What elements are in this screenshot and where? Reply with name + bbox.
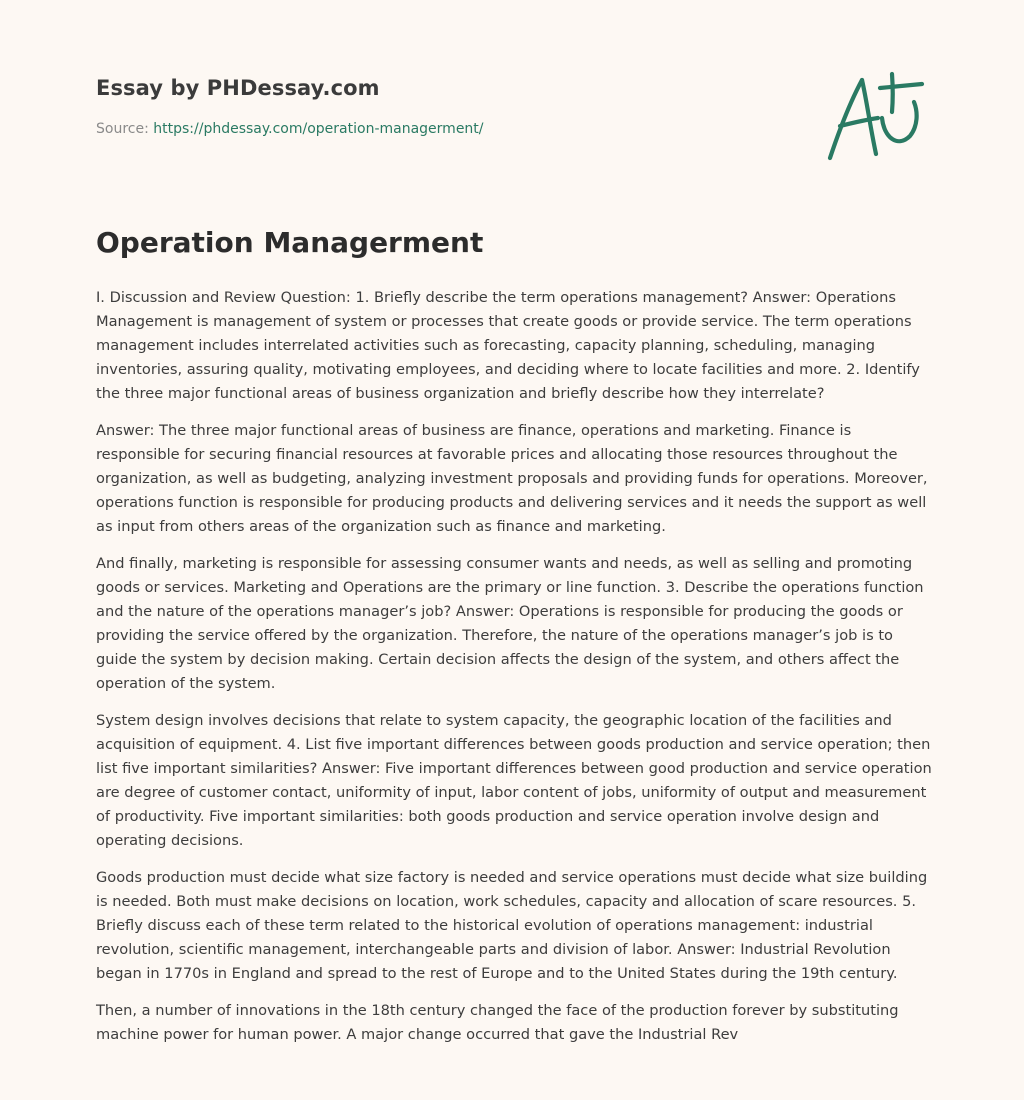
source-link[interactable]: https://phdessay.com/operation-managerment/ (153, 121, 484, 137)
essay-paragraph: Goods production must decide what size factory is needed and service operations must decide what size building is needed. Both must make decisions on location, work schedules, capacity and allocation of scare resources. 5. Briefly discuss each of these term related to the historical evolution of operations management: industrial revolution, scientific management, interchangeable parts and division of labor. Answer: Industrial Revolution began in 1770s in England and spread to the rest of Europe and to the United States during the 19th century. (96, 869, 928, 982)
page-header (96, 76, 936, 137)
source-line (96, 121, 936, 137)
essay-title: Operation Managerment (96, 226, 484, 259)
essay-paragraph: And finally, marketing is responsible for assessing consumer wants and needs, as well as selling and promoting goods or services. Marketing and Operations are the primary or line function. 3. Describe the operations function and the nature of the operations manager’s job? Answer: Operations is responsible for producing the goods or providing the service offered by the organization. Therefore, the nature of the operations manager’s job is to guide the system by decision making. Certain decision affects the design of the system, and others affect the operation of the system. (96, 555, 924, 692)
a-plus-logo-icon (818, 66, 928, 166)
essay-paragraph: Answer: The three major functional areas of business are finance, operations and marketing. Finance is responsible for securing financial resources at favorable prices and allocating those resources throughout the organization, as well as budgeting, analyzing investment proposals and providing funds for operations. Moreover, operations function is responsible for producing products and delivering services and it needs the support as well as input from others areas of the organization such as finance and marketing. (96, 422, 928, 535)
essay-paragraph: Then, a number of innovations in the 18th century changed the face of the production forever by substituting machine power for human power. A major change occurred that gave the Industrial Rev (96, 1002, 899, 1043)
essay-body (96, 286, 932, 1060)
essay-paragraph: I. Discussion and Review Question: 1. Briefly describe the term operations management? Answer: Operations Management is management of system or processes that create goods or provide service. The term operations management includes interrelated activities such as forecasting, capacity planning, scheduling, managing inventories, assuring quality, motivating employees, and deciding where to locate facilities and more. 2. Identify the three major functional areas of business organization and briefly describe how they interrelate? (96, 289, 920, 402)
source-label: Source: (96, 121, 149, 137)
site-title: Essay by PHDessay.com (96, 76, 380, 100)
essay-paragraph: System design involves decisions that relate to system capacity, the geographic location of the facilities and acquisition of equipment. 4. List five important differences between goods production and service operation; then list five important similarities? Answer: Five important differences between good production and service operation are degree of customer contact, uniformity of input, labor content of jobs, uniformity of output and measurement of productivity. Five important similarities: both goods production and service operation involve design and operating decisions. (96, 712, 932, 849)
